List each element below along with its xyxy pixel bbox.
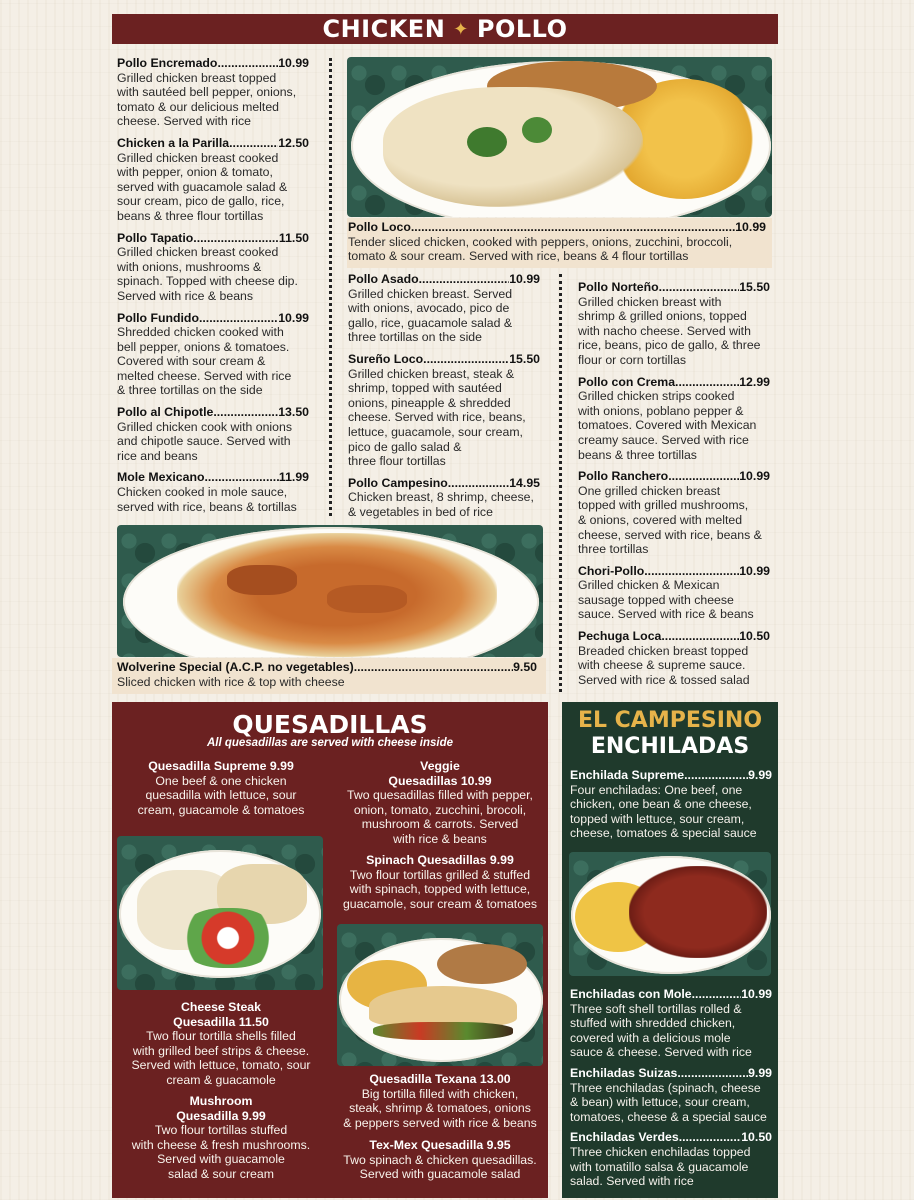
menu-item [578, 629, 770, 687]
leader-dots [419, 272, 510, 287]
item-name: Quesadilla Supreme 9.99 [148, 759, 294, 773]
leader-dots [644, 564, 739, 579]
item-description: onions, pineapple & shredded [348, 395, 511, 410]
item-description: onion, tomato, zucchini, brocoli, [353, 802, 527, 817]
item-description: Three chicken enchiladas topped [570, 1144, 751, 1159]
leader-dots [675, 375, 739, 390]
item-description: tomato & sour cream. Served with rice, beans & 4 flour tortillas [348, 249, 689, 264]
quesadillas-title: QUESADILLAS [232, 710, 428, 739]
item-description: Two flour tortillas grilled & stuffed [349, 867, 531, 882]
column-divider [559, 274, 562, 692]
item-description: shrimp, topped with sautéed [348, 381, 502, 396]
item-price: 10.99 [278, 56, 309, 70]
leader-dots [677, 1066, 748, 1081]
wolverine-special-photo [117, 525, 543, 657]
item-description: Four enchiladas: One beef, one [570, 782, 743, 797]
leader-dots [423, 352, 509, 367]
item-price: 9.50 [513, 660, 537, 674]
menu-item-cheese-steak-quesadilla [116, 1000, 326, 1088]
item-description: & vegetables in bed of rice [348, 504, 493, 519]
item-name: Quesadilla Texana 13.00 [369, 1072, 511, 1086]
item-description: with onions, avocado, pico de [348, 301, 510, 316]
menu-item [348, 476, 540, 520]
leader-dots [411, 220, 735, 235]
column-divider [329, 58, 332, 516]
item-description: with sautéed bell pepper, onions, [117, 85, 297, 100]
item-price: 10.99 [509, 272, 540, 286]
item-name: Pollo Loco [348, 220, 411, 234]
item-description: cheese. Served with rice [117, 114, 251, 129]
item-name: Pollo Campesino [348, 475, 448, 490]
item-description: Three soft shell tortillas rolled & [570, 1001, 742, 1016]
header-left-text: CHICKEN [322, 15, 446, 43]
menu-item [117, 136, 309, 224]
pollo-loco-photo [347, 57, 772, 217]
item-name: Cheese Steak [181, 1000, 261, 1014]
enchiladas-panel [562, 702, 778, 1198]
item-description: Grilled chicken breast cooked [117, 150, 279, 165]
item-description: topped with lettuce, sour cream, [570, 811, 745, 826]
menu-item-wolverine-special [117, 660, 537, 689]
item-description: Two quesadillas filled with pepper, [347, 788, 533, 803]
item-description: Chicken breast, 8 shrimp, cheese, [348, 490, 534, 505]
item-description: Grilled chicken breast topped [117, 70, 277, 85]
item-description: served with rice, beans & tortillas [117, 499, 297, 514]
item-description: Big tortilla filled with chicken, [361, 1086, 519, 1101]
item-description: Two spinach & chicken quesadillas. [343, 1152, 537, 1167]
quesadillas-panel [112, 702, 548, 1198]
menu-item-quesadilla-supreme [116, 759, 326, 817]
item-description: with tomatillo salsa & guacamole [570, 1159, 749, 1174]
middle-column [348, 272, 540, 520]
item-name: Tex-Mex Quesadilla 9.95 [369, 1138, 511, 1152]
item-description: with rice & beans [393, 831, 487, 846]
item-description: with cheese & supreme sauce. [578, 658, 746, 673]
item-description: covered with a delicious mole [570, 1030, 731, 1045]
item-description: bell pepper, onions & tomatoes. [117, 339, 290, 354]
item-description: beans & three tortillas [578, 447, 697, 462]
item-name: Mushroom [189, 1094, 253, 1108]
item-price: 13.50 [278, 405, 309, 420]
item-description: melted cheese. Served with rice [117, 368, 292, 383]
item-name: Enchiladas Verdes [570, 1130, 679, 1145]
menu-item [117, 405, 309, 463]
leader-dots [193, 231, 279, 246]
item-name: Quesadillas 10.99 [388, 773, 492, 788]
item-description: sour cream, pico de gallo, rice, [117, 194, 285, 209]
item-price: 15.50 [739, 280, 770, 294]
item-description: Grilled chicken strips cooked [578, 389, 735, 404]
item-description: & bean) with lettuce, sour cream, [570, 1095, 750, 1110]
item-description: tomatoes. Covered with Mexican [578, 418, 757, 433]
item-price: 14.95 [509, 475, 540, 490]
item-description: with grilled beef strips & cheese. [132, 1043, 310, 1058]
item-price: 10.99 [735, 220, 766, 234]
item-price: 15.50 [509, 351, 540, 366]
item-description: rice and beans [117, 448, 198, 463]
item-description: tomatoes, cheese & a special sauce [570, 1109, 767, 1124]
menu-item [348, 352, 540, 469]
item-description: Grilled chicken breast cooked [117, 245, 279, 260]
item-price: 10.99 [741, 986, 772, 1001]
item-description: served with guacamole salad & [117, 179, 288, 194]
leader-dots [229, 136, 278, 151]
item-name: Enchilada Supreme [570, 768, 685, 782]
item-description: topped with grilled mushrooms, [578, 498, 749, 513]
item-description: three tortillas on the side [348, 330, 482, 345]
item-description: salad & sour cream [168, 1166, 274, 1181]
item-description: lettuce, guacamole, sour cream, [348, 424, 523, 439]
item-description: steak, shrimp & tomatoes, onions [349, 1101, 531, 1116]
item-description: chicken, one bean & one cheese, [570, 797, 752, 812]
item-name: Wolverine Special (A.C.P. no vegetables) [117, 660, 354, 674]
item-description: Grilled chicken breast, steak & [348, 366, 515, 381]
menu-item-spinach-quesadillas [334, 853, 546, 911]
item-description: Grilled chicken breast. Served [348, 286, 513, 301]
item-price: 9.99 [748, 1065, 772, 1080]
item-name: Quesadilla 9.99 [176, 1108, 266, 1123]
item-description: creamy sauce. Served with rice [578, 432, 749, 447]
menu-item [578, 280, 770, 368]
menu-item [117, 311, 309, 399]
item-description: One grilled chicken breast [578, 483, 721, 498]
item-description: & peppers served with rice & beans [343, 1115, 537, 1130]
item-name: Pollo Norteño [578, 280, 659, 294]
leader-dots [199, 311, 278, 326]
item-description: with pepper, onion & tomato, [117, 165, 273, 180]
item-description: sauce. Served with rice & beans [578, 607, 754, 622]
item-name: Pollo Asado [348, 272, 419, 286]
item-description: with spinach, topped with lettuce, [349, 882, 531, 897]
item-name: Spinach Quesadillas 9.99 [366, 853, 514, 867]
item-description: Served with guacamole salad [359, 1167, 521, 1182]
item-name: Chori-Pollo [578, 563, 645, 578]
item-name: Quesadilla 11.50 [173, 1014, 269, 1029]
item-name: Pollo Ranchero [578, 469, 669, 484]
menu-item [570, 1066, 772, 1124]
item-description: Sliced chicken with rice & top with cheese [117, 674, 345, 689]
leader-dots [659, 280, 740, 295]
item-price: 10.50 [741, 1130, 772, 1145]
item-description: sauce & cheese. Served with rice [570, 1045, 752, 1060]
item-description: Grilled chicken breast with [578, 294, 722, 309]
item-description: cream, guacamole & tomatoes [137, 802, 305, 817]
item-description: Grilled chicken & Mexican [578, 578, 720, 593]
item-description: tomato & our delicious melted [117, 99, 279, 114]
item-description: Served with rice & beans [117, 288, 254, 303]
item-description: One beef & one chicken [155, 773, 287, 788]
item-price: 12.50 [278, 135, 309, 150]
item-description: sausage topped with cheese [578, 592, 734, 607]
item-price: 11.99 [278, 470, 309, 485]
item-name: Pollo con Crema [578, 374, 676, 389]
menu-item-veggie-quesadillas [334, 759, 546, 847]
menu-item-mushroom-quesadilla [116, 1094, 326, 1182]
item-description: cream & guacamole [166, 1072, 276, 1087]
item-description: flour or corn tortillas [578, 352, 686, 367]
item-description: guacamole, sour cream & tomatoes [342, 896, 538, 911]
item-description: Tender sliced chicken, cooked with peppers, onions, zucchini, broccoli, [348, 234, 733, 249]
item-description: spinach. Topped with cheese dip. [117, 274, 298, 289]
item-description: salad. Served with rice [570, 1174, 694, 1189]
item-name: Veggie [420, 759, 460, 773]
section-header-chicken-pollo [112, 14, 778, 44]
item-price: 12.99 [739, 374, 770, 389]
item-price: 10.50 [739, 629, 770, 644]
item-description: pico de gallo salad & [348, 439, 462, 454]
leader-dots [684, 768, 748, 783]
menu-item [117, 56, 309, 129]
menu-item-quesadilla-texana [334, 1072, 546, 1130]
item-name: Pollo Encremado [117, 56, 218, 70]
item-name: Pollo al Chipotle [117, 405, 214, 420]
item-name: Pollo Tapatio [117, 230, 194, 245]
item-description: with nacho cheese. Served with [578, 323, 751, 338]
item-description: with cheese & fresh mushrooms. [131, 1137, 311, 1152]
item-name: Pollo Fundido [117, 310, 199, 325]
item-price: 11.50 [278, 230, 309, 245]
leader-dots [354, 660, 513, 675]
item-name: Sureño Loco [348, 351, 424, 366]
item-description: gallo, rice, guacamole salad & [348, 315, 513, 330]
item-description: rice, beans, pico de gallo, & three [578, 338, 761, 353]
item-description: & three tortillas on the side [117, 383, 263, 398]
menu-item [578, 564, 770, 622]
right-column [578, 280, 770, 687]
menu-item-tex-mex-quesadilla [334, 1138, 546, 1182]
item-price: 10.99 [739, 563, 770, 578]
menu-item [570, 768, 772, 841]
item-name: Mole Mexicano [117, 470, 205, 485]
item-description: Breaded chicken breast topped [578, 643, 749, 658]
item-price: 9.99 [748, 768, 772, 782]
leader-dots [668, 469, 739, 484]
star-icon: ✦ [453, 18, 469, 40]
menu-item [348, 272, 540, 345]
item-description: beans & three flour tortillas [117, 208, 264, 223]
item-description: Served with guacamole [157, 1152, 285, 1167]
menu-item [570, 1130, 772, 1188]
leader-dots [679, 1130, 742, 1145]
item-name: Chicken a la Parilla [117, 135, 230, 150]
item-name: Enchiladas con Mole [570, 986, 692, 1001]
header-right-text: POLLO [476, 15, 568, 43]
item-description: with onions, poblano pepper & [578, 403, 744, 418]
item-description: Shredded chicken cooked with [117, 325, 284, 340]
item-description: Three enchiladas (spinach, cheese [570, 1080, 761, 1095]
item-description: three tortillas [578, 542, 649, 557]
leader-dots [661, 629, 739, 644]
item-description: & onions, covered with melted [578, 512, 743, 527]
leader-dots [204, 470, 278, 485]
item-description: cheese, served with rice, beans & [578, 527, 762, 542]
item-description: cheese. Served with rice, beans, [348, 410, 526, 425]
item-description: Two flour tortilla shells filled [146, 1029, 296, 1044]
item-description: and chipotle sauce. Served with [117, 434, 291, 449]
left-column [117, 56, 309, 514]
item-description: shrimp & grilled onions, topped [578, 309, 747, 324]
item-description: Chicken cooked in mole sauce, [117, 485, 288, 500]
item-description: Covered with sour cream & [117, 354, 266, 369]
quesadillas-subtitle: All quesadillas are served with cheese inside [206, 737, 454, 749]
leader-dots [448, 476, 509, 491]
quesadilla-supreme-photo [117, 836, 323, 990]
item-description: quesadilla with lettuce, sour [145, 788, 297, 803]
leader-dots [692, 987, 742, 1002]
item-price: 10.99 [739, 469, 770, 484]
item-name: Pechuga Loca [578, 629, 662, 644]
item-description: cheese, tomatoes & special sauce [570, 826, 757, 841]
menu-item [570, 987, 772, 1060]
menu-item [117, 470, 309, 514]
item-name: Enchiladas Suizas [570, 1065, 678, 1080]
enchiladas-title-line1: EL CAMPESINO [577, 708, 763, 733]
menu-item-pollo-loco [348, 220, 766, 264]
item-description: with onions, mushrooms & [117, 259, 262, 274]
item-description: Served with lettuce, tomato, sour [131, 1058, 311, 1073]
item-description: Grilled chicken cook with onions [117, 419, 292, 434]
menu-item [578, 375, 770, 463]
item-price: 10.99 [278, 310, 309, 325]
item-description: mushroom & carrots. Served [361, 817, 519, 832]
leader-dots [213, 405, 278, 420]
menu-item [117, 231, 309, 304]
item-description: stuffed with shredded chicken, [570, 1016, 736, 1031]
quesadilla-texana-photo [337, 924, 543, 1066]
item-description: three flour tortillas [348, 454, 446, 469]
item-description: Two flour tortillas stuffed [154, 1123, 288, 1138]
menu-item [578, 469, 770, 557]
leader-dots [217, 56, 278, 71]
enchiladas-title-line2: ENCHILADAS [590, 734, 750, 759]
item-description: Served with rice & tossed salad [578, 672, 750, 687]
